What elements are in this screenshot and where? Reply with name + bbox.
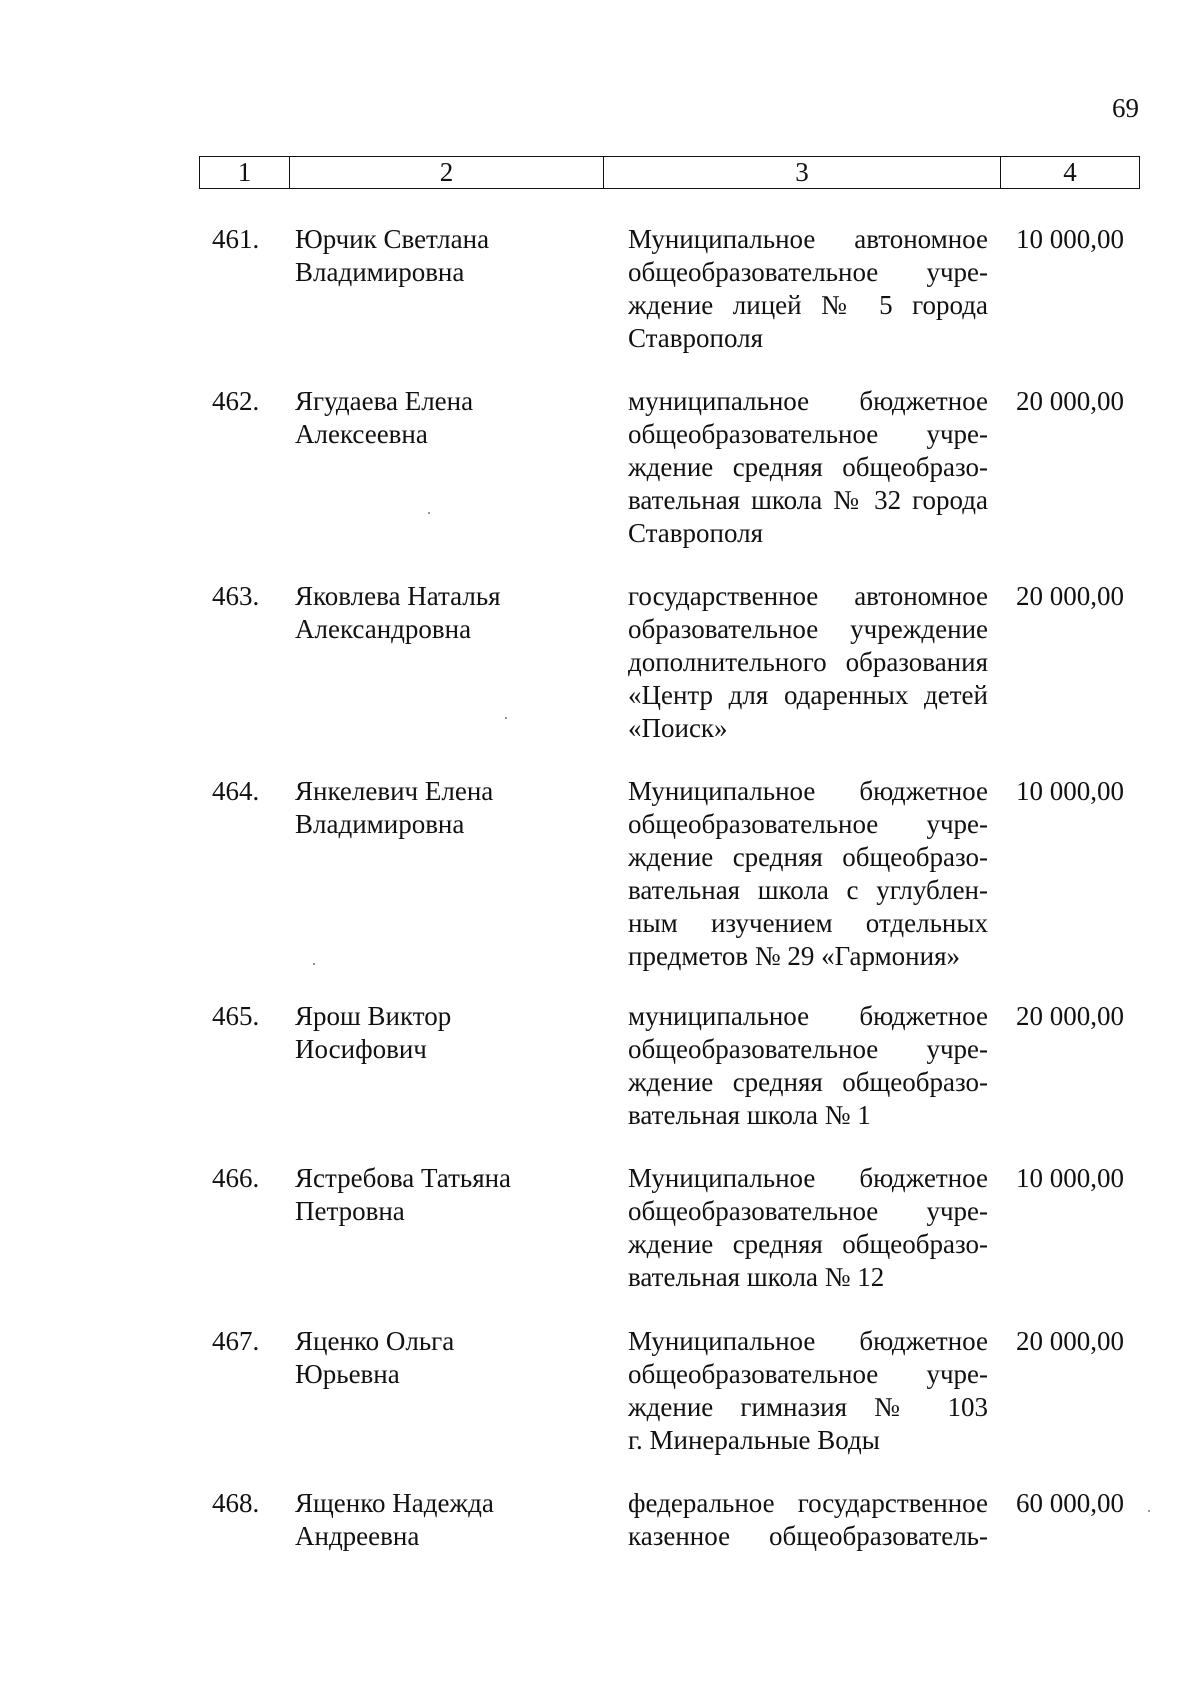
- entry-organization: Муниципальное бюджетное общеобразовательное учре- ждение средняя общеобразо- вательная школа № 12: [628, 1163, 988, 1292]
- entry-organization: муниципальное бюджетное общеобразовательное учре- ждение средняя общеобразо- вательная школа № 1: [628, 1001, 988, 1130]
- entry-amount: 20 000,00: [1016, 1326, 1124, 1356]
- entry-number: 462.: [212, 386, 260, 416]
- entry-number: 465.: [212, 1001, 260, 1031]
- scan-speck: [428, 512, 430, 514]
- entry-name: Яковлева Наталья Александровна: [295, 581, 501, 644]
- entry-amount: 20 000,00: [1016, 386, 1124, 416]
- entry-amount: 60 000,00: [1016, 1488, 1124, 1518]
- entry-name: Ященко Надежда Андреевна: [295, 1488, 494, 1551]
- entry-name: Яценко Ольга Юрьевна: [295, 1326, 455, 1389]
- scan-speck: [1148, 1510, 1150, 1512]
- entry-name: Ягудаева Елена Алексеевна: [295, 386, 474, 449]
- entry-amount: 20 000,00: [1016, 581, 1124, 611]
- entry-number: 461.: [212, 224, 260, 254]
- column-header-3: 3: [604, 157, 1001, 188]
- entry-organization: Муниципальное автономное общеобразовательное учре- ждение лицей № 5 города Ставрополя: [628, 224, 988, 353]
- entry-number: 464.: [212, 776, 260, 806]
- entry-number: 466.: [212, 1163, 260, 1193]
- column-header-1: 1: [200, 157, 290, 188]
- entry-name: Янкелевич Елена Владимировна: [295, 776, 494, 839]
- entry-name: Юрчик Светлана Владимировна: [295, 224, 490, 287]
- entry-amount: 20 000,00: [1016, 1001, 1124, 1031]
- column-header-row: [199, 156, 1140, 189]
- entry-number: 463.: [212, 581, 260, 611]
- entry-number: 468.: [212, 1488, 260, 1518]
- entry-number: 467.: [212, 1326, 260, 1356]
- entry-organization: Муниципальное бюджетное общеобразовательное учре- ждение гимназия № 103 г. Минеральные Воды: [628, 1326, 988, 1455]
- entry-amount: 10 000,00: [1016, 776, 1124, 806]
- page-number: 69: [1112, 93, 1139, 123]
- column-header-4: 4: [1063, 157, 1077, 187]
- scan-speck: [313, 963, 315, 965]
- entry-amount: 10 000,00: [1016, 224, 1124, 254]
- entry-organization: Муниципальное бюджетное общеобразовательное учре- ждение средняя общеобразо- вательная школа с углублен- ным изучением отдельных предметов № 29 «Гармония»: [628, 776, 988, 971]
- entry-organization: федеральное государственное казенное общеобразователь-: [628, 1488, 988, 1551]
- entry-name: Ястребова Татьяна Петровна: [295, 1163, 512, 1226]
- entry-organization: муниципальное бюджетное общеобразовательное учре- ждение средняя общеобразо- вательная школа № 32 города Ставрополя: [628, 386, 988, 548]
- scan-speck: [505, 717, 507, 719]
- entry-amount: 10 000,00: [1016, 1163, 1124, 1193]
- entry-name: Ярош Виктор Иосифович: [295, 1001, 452, 1064]
- column-header-2: 2: [290, 157, 604, 188]
- entry-organization: государственное автономное образовательное учреждение дополнительного образования «Центр для одаренных детей «Поиск»: [628, 581, 988, 743]
